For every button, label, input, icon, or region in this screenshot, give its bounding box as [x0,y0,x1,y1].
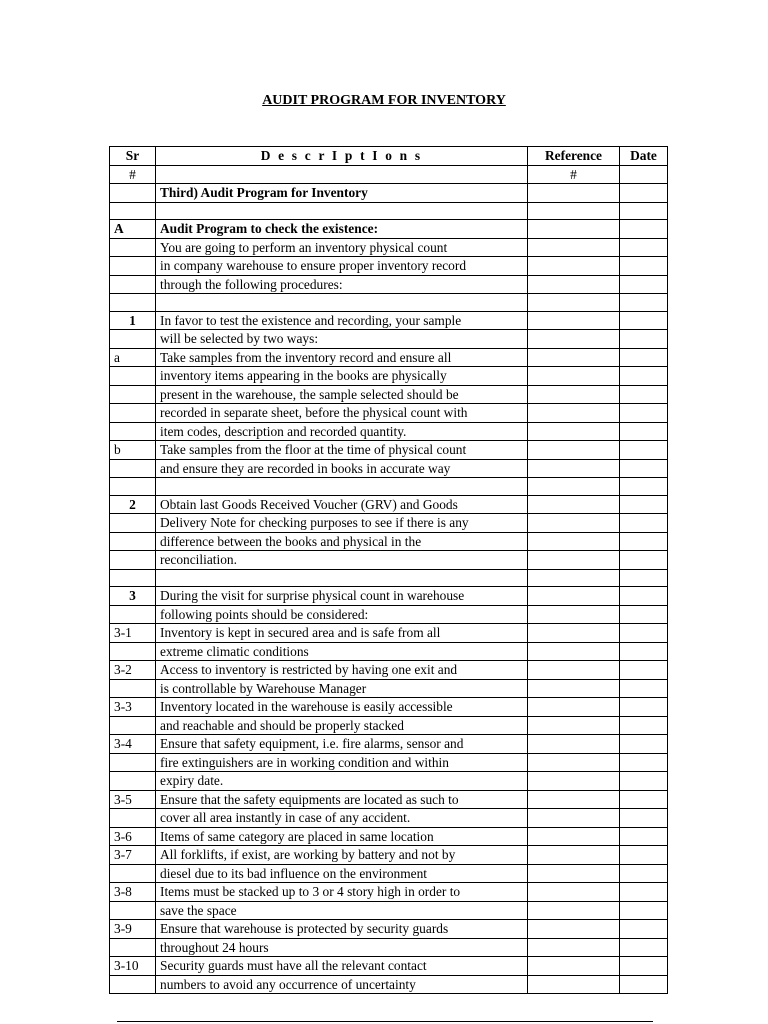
table-row [110,275,668,294]
table-row [110,605,668,624]
row-reference [528,790,620,809]
row-date [620,422,668,441]
row-date [620,367,668,386]
row-sr [110,679,156,698]
row-sr [110,569,156,587]
header-reference: Reference [528,147,620,166]
row-reference [528,698,620,717]
row-date [620,311,668,330]
table-row [110,587,668,606]
row-sr: 3-1 [110,624,156,643]
row-date [620,514,668,533]
row-description: fire extinguishers are in working condition and within [156,753,528,772]
row-sr: 2 [110,495,156,514]
row-reference [528,257,620,276]
row-reference [528,404,620,423]
row-date [620,827,668,846]
header-descriptions: D e s c r I p t I o n s [156,147,528,166]
row-description: Obtain last Goods Received Voucher (GRV) and Goods [156,495,528,514]
table-row [110,330,668,349]
table-row [110,184,668,203]
row-description: During the visit for surprise physical count in warehouse [156,587,528,606]
row-date [620,202,668,220]
header-descriptions-blank [156,165,528,184]
row-reference [528,220,620,239]
table-row [110,441,668,460]
row-reference [528,459,620,478]
row-description: diesel due to its bad influence on the environment [156,864,528,883]
row-date [620,330,668,349]
row-description: reconciliation. [156,551,528,570]
row-sr [110,459,156,478]
row-description: will be selected by two ways: [156,330,528,349]
row-date [620,864,668,883]
document-title: AUDIT PROGRAM FOR INVENTORY [262,93,506,108]
row-sr [110,275,156,294]
row-description [156,478,528,496]
row-date [620,975,668,994]
row-description: and ensure they are recorded in books in accurate way [156,459,528,478]
row-date [620,624,668,643]
table-row [110,938,668,957]
row-description: Third) Audit Program for Inventory [156,184,528,203]
table-row [110,698,668,717]
row-reference [528,422,620,441]
row-sr [110,938,156,957]
header-date-blank [620,165,668,184]
row-reference [528,642,620,661]
row-reference [528,883,620,902]
row-description: present in the warehouse, the sample selected should be [156,385,528,404]
row-description: Delivery Note for checking purposes to see if there is any [156,514,528,533]
table-row [110,975,668,994]
row-description: Items must be stacked up to 3 or 4 story high in order to [156,883,528,902]
row-date [620,642,668,661]
row-reference [528,202,620,220]
row-sr: A [110,220,156,239]
row-reference [528,809,620,828]
row-reference [528,348,620,367]
row-date [620,772,668,791]
table-row [110,367,668,386]
row-sr [110,809,156,828]
row-date [620,846,668,865]
row-reference [528,238,620,257]
table-row [110,827,668,846]
row-date [620,716,668,735]
row-description: Access to inventory is restricted by having one exit and [156,661,528,680]
row-sr [110,753,156,772]
row-description [156,202,528,220]
row-reference [528,551,620,570]
row-reference [528,275,620,294]
row-description: Take samples from the inventory record and ensure all [156,348,528,367]
row-date [620,679,668,698]
row-sr: 3-4 [110,735,156,754]
row-reference [528,184,620,203]
table-row [110,422,668,441]
row-sr [110,532,156,551]
row-date [620,495,668,514]
row-sr [110,330,156,349]
row-sr: 3 [110,587,156,606]
table-row [110,532,668,551]
row-description: numbers to avoid any occurrence of uncertainty [156,975,528,994]
row-date [620,441,668,460]
row-date [620,809,668,828]
row-sr [110,202,156,220]
row-date [620,587,668,606]
row-description: recorded in separate sheet, before the physical count with [156,404,528,423]
row-sr: 1 [110,311,156,330]
row-description: Security guards must have all the relevant contact [156,957,528,976]
row-date [620,735,668,754]
row-reference [528,661,620,680]
row-description: expiry date. [156,772,528,791]
row-reference [528,605,620,624]
row-description: is controllable by Warehouse Manager [156,679,528,698]
row-reference [528,569,620,587]
table-row [110,569,668,587]
table-row [110,257,668,276]
row-sr [110,901,156,920]
row-date [620,294,668,312]
table-row [110,920,668,939]
table-row [110,478,668,496]
table-row [110,661,668,680]
row-sr: 3-3 [110,698,156,717]
row-description: throughout 24 hours [156,938,528,957]
row-date [620,404,668,423]
table-row [110,809,668,828]
row-description: through the following procedures: [156,275,528,294]
table-row [110,348,668,367]
row-sr: 3-7 [110,846,156,865]
row-sr [110,975,156,994]
row-reference [528,957,620,976]
row-date [620,184,668,203]
row-description: cover all area instantly in case of any accident. [156,809,528,828]
row-reference [528,311,620,330]
row-description: Take samples from the floor at the time of physical count [156,441,528,460]
row-sr [110,605,156,624]
row-reference [528,478,620,496]
row-date [620,569,668,587]
table-row [110,679,668,698]
row-date [620,532,668,551]
row-date [620,938,668,957]
row-sr [110,294,156,312]
table-row [110,294,668,312]
row-reference [528,679,620,698]
row-date [620,790,668,809]
row-sr: b [110,441,156,460]
table-row [110,220,668,239]
footer-rule [117,1021,653,1022]
row-sr: 3-5 [110,790,156,809]
row-reference [528,901,620,920]
row-sr: 3-2 [110,661,156,680]
row-reference [528,495,620,514]
table-row [110,753,668,772]
row-date [620,459,668,478]
row-description: Items of same category are placed in same location [156,827,528,846]
row-description: in company warehouse to ensure proper inventory record [156,257,528,276]
table-row [110,772,668,791]
table-row [110,790,668,809]
table-row [110,864,668,883]
table-row [110,883,668,902]
table-row [110,735,668,754]
row-sr: 3-8 [110,883,156,902]
table-header-row [110,147,668,166]
row-description: difference between the books and physical in the [156,532,528,551]
row-sr: 3-10 [110,957,156,976]
row-reference [528,846,620,865]
table-row [110,459,668,478]
header-reference-number: # [528,165,620,184]
row-description: Ensure that warehouse is protected by security guards [156,920,528,939]
table-row [110,385,668,404]
row-date [620,957,668,976]
row-description: following points should be considered: [156,605,528,624]
audit-program-table [109,146,668,994]
row-reference [528,772,620,791]
table-row [110,495,668,514]
row-sr [110,716,156,735]
row-description: and reachable and should be properly stacked [156,716,528,735]
row-date [620,753,668,772]
row-description: inventory items appearing in the books are physically [156,367,528,386]
row-reference [528,753,620,772]
row-sr [110,551,156,570]
row-date [620,901,668,920]
row-sr [110,367,156,386]
row-reference [528,864,620,883]
row-sr [110,478,156,496]
table-row [110,404,668,423]
row-date [620,605,668,624]
row-date [620,661,668,680]
row-sr [110,385,156,404]
row-reference [528,385,620,404]
table-row [110,624,668,643]
row-reference [528,624,620,643]
row-description: save the space [156,901,528,920]
row-reference [528,294,620,312]
row-date [620,257,668,276]
row-description: Inventory located in the warehouse is easily accessible [156,698,528,717]
row-date [620,920,668,939]
header-sr-number: # [110,165,156,184]
row-reference [528,827,620,846]
row-date [620,238,668,257]
row-sr [110,257,156,276]
row-sr [110,422,156,441]
row-description: extreme climatic conditions [156,642,528,661]
row-description [156,569,528,587]
row-sr [110,864,156,883]
table-row [110,514,668,533]
row-description: You are going to perform an inventory physical count [156,238,528,257]
table-row [110,716,668,735]
table-row [110,901,668,920]
header-date: Date [620,147,668,166]
table-row [110,311,668,330]
row-date [620,220,668,239]
row-date [620,275,668,294]
row-description: Ensure that the safety equipments are located as such to [156,790,528,809]
table-row [110,846,668,865]
row-sr [110,642,156,661]
row-reference [528,716,620,735]
header-sr: Sr [110,147,156,166]
row-sr [110,514,156,533]
row-sr [110,184,156,203]
row-date [620,883,668,902]
row-reference [528,514,620,533]
table-row [110,551,668,570]
row-date [620,348,668,367]
row-sr: 3-6 [110,827,156,846]
row-date [620,385,668,404]
row-reference [528,975,620,994]
row-sr [110,238,156,257]
row-sr: 3-9 [110,920,156,939]
row-description: Inventory is kept in secured area and is safe from all [156,624,528,643]
row-reference [528,367,620,386]
row-reference [528,587,620,606]
table-row [110,957,668,976]
row-description: In favor to test the existence and recording, your sample [156,311,528,330]
row-sr: a [110,348,156,367]
row-description: All forklifts, if exist, are working by battery and not by [156,846,528,865]
row-description: item codes, description and recorded quantity. [156,422,528,441]
row-description: Audit Program to check the existence: [156,220,528,239]
table-subheader-row [110,165,668,184]
table-row [110,642,668,661]
row-sr [110,404,156,423]
table-row [110,202,668,220]
row-reference [528,441,620,460]
row-description: Ensure that safety equipment, i.e. fire alarms, sensor and [156,735,528,754]
row-date [620,551,668,570]
row-date [620,698,668,717]
row-date [620,478,668,496]
row-sr [110,772,156,791]
row-reference [528,330,620,349]
row-reference [528,735,620,754]
table-row [110,238,668,257]
row-reference [528,920,620,939]
row-reference [528,532,620,551]
row-description [156,294,528,312]
row-reference [528,938,620,957]
